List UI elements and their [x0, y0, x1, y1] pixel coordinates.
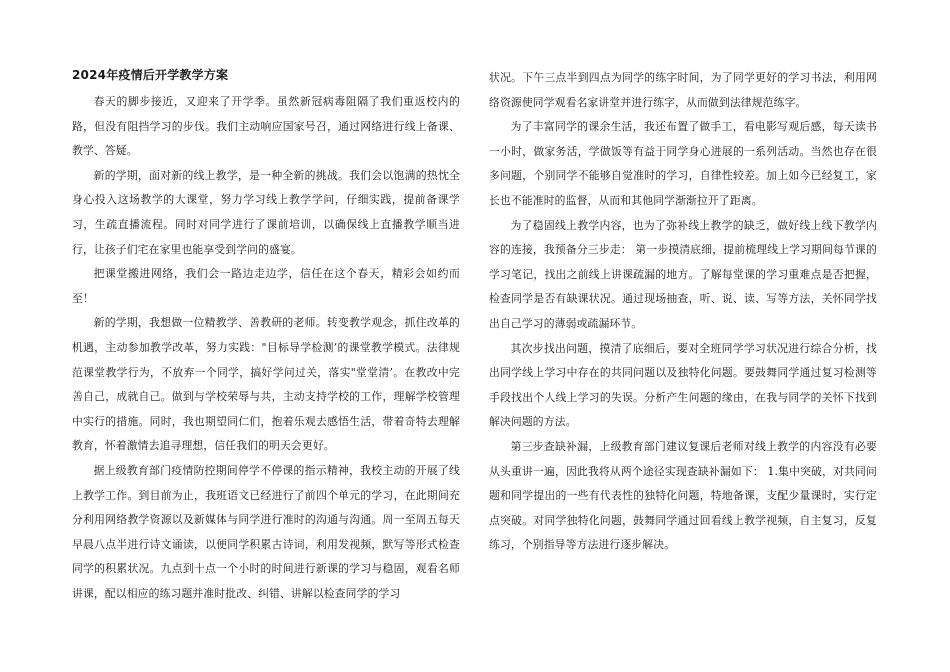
paragraph: 为了丰富同学的课余生活，我还布置了做手工，看电影写观后感，每天读书一小时，做家务活，学做饭等有益于同学身心进展的一系列活动。当然也存在很多问题，个别同学不能够自觉准时的学习，自律性较差。加上如今已经复工，家长也不能准时的监督，从而和其他同学渐渐拉开了距离。 — [489, 120, 877, 207]
paragraph: 第三步查缺补漏，上级教育部门建议复课后老师对线上教学的内容没有必要从头重讲一遍，因此我将从两个途径实现查缺补漏如下： 1.集中突破，对共同问题和同学提出的一些有代表性的独特化问题，特地备课，支配少量课时，实行定点突破。对同学独特化问题，鼓舞同学通过回看线上教学视频，自主复习，反复练习，个别指导等方法进行逐步解决。 — [489, 439, 877, 552]
paragraph: 新的学期，我想做一位精教学、善教研的老师。转变教学观念，抓住改革的机遇，主动参加教学改革，努力实践："目标导学检测’的课堂教学模式。法律规范课堂教学行为，不放弃一个同学，搞好学问过关，落实"堂堂清’。在教改中完善自己，成就自己。做到与学校荣辱与共，主动支持学校的工作，理解学校管理中实行的措施。同时，我也期望同仁们，抱着乐观去感悟生活，带着奇特去理解教育，怀着激情去追寻理想，信任我们的明天会更好。 — [72, 316, 460, 453]
document-title: 2024年疫情后开学教学方案 — [72, 68, 229, 82]
left-column — [72, 66, 460, 606]
paragraph-continuation: 状况。下午三点半到四点为同学的练字时间，为了同学更好的学习书法，利用网络资源使同学观看名家讲堂并进行练字，从而做到法律规范练字。 — [489, 71, 877, 109]
paragraph: 春天的脚步接近，又迎来了开学季。虽然新冠病毒阻隔了我们重返校内的路，但没有阻挡学习的步伐。我们主动响应国家号召，通过网络进行线上备课、教学、答疑。 — [72, 95, 460, 158]
paragraph: 其次步找出问题，摸清了底细后，要对全班同学学习状况进行综合分析，找出同学线上学习中存在的共同问题以及独特化问题。要鼓舞同学通过复习检测等手段找出个人线上学习的失误。分析产生问题的缘由，在我与同学的关怀下找到解决问题的方法。 — [489, 341, 877, 429]
paragraph: 把课堂搬进网络，我们会一路边走边学，信任在这个春天，精彩会如约而至！ — [72, 267, 460, 305]
paragraph: 新的学期，面对新的线上教学，是一种全新的挑战。我们会以饱满的热忱全身心投入这场教学的大课堂，努力学习线上教学学问，仔细实践，提前备课学习，生疏直播流程。同时对同学进行了课前培训，以确保线上直播教学顺当进行，让孩子们宅在家里也能享受到学问的盛宴。 — [72, 168, 460, 256]
paragraph: 为了稳固线上教学内容，也为了弥补线上教学的缺乏，做好线上线下教学内容的连接，我预备分三步走： 第一步摸清底细，提前梳理线上学习期间每节课的学习笔记，找出之前线上讲课疏漏的地方。了解每堂课的学习重难点是否把握，检查同学是否有缺课状况。通过现场抽查，听、说、读、写等方法，关怀同学找出自己学习的薄弱或疏漏环节。 — [489, 218, 877, 330]
right-column — [489, 66, 877, 558]
paragraph: 据上级教育部门疫情防控期间停学不停课的指示精神，我校主动的开展了线上教学工作。到目前为止，我班语文已经进行了前四个单元的学习，在此期间充分利用网络教学资源以及新媒体与同学进行准时的沟通与沟通。周一至周五每天早晨八点半进行诗文诵读，以便同学积累古诗词，利用发视频，默写等形式检查同学的积累状况。九点到十点一个小时的时间进行新课的学习与稳固，观看名师讲课，配以相应的练习题并准时批改、纠错、讲解以检查同学的学习 — [72, 463, 460, 600]
